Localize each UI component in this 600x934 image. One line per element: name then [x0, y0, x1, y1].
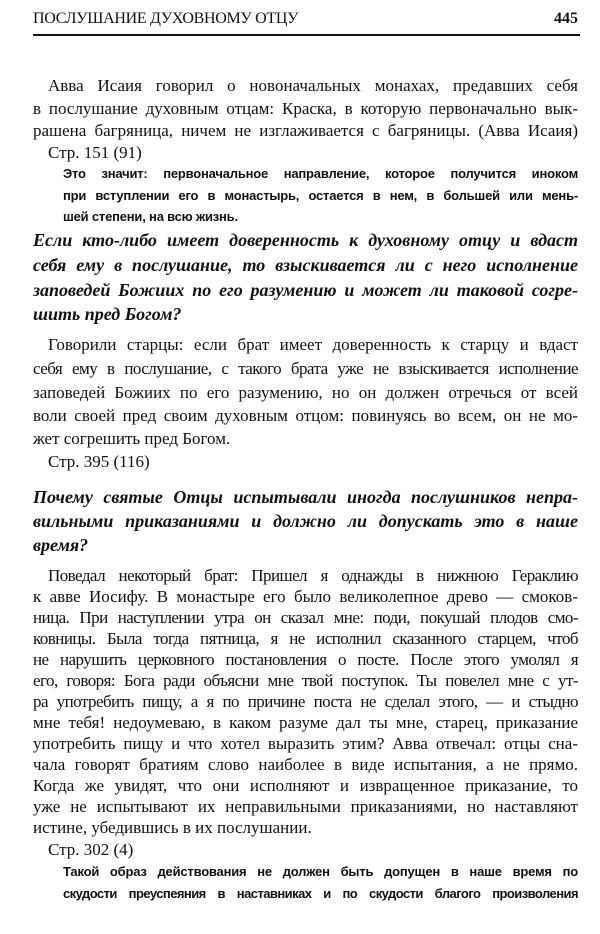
source-reference: Стр. 302 (4)	[48, 840, 134, 859]
text-line: в послушание духовным отцам: Краска, в которую первоначально вык-	[33, 99, 578, 118]
text-line: уже не испытывают их неправильными приказаниями, но наставляют	[33, 797, 578, 816]
text-line: воли своей пред своим духовным отцом: повинуясь во всем, он не мо-	[33, 406, 578, 425]
text-line: истине, убедившись в их послушании.	[33, 818, 312, 837]
text-line: не нарушить церковного постановления о посте. После этого умолял я	[33, 650, 578, 669]
text-line: его, говоря: Бога ради объясни мне твой поступок. Ты повелел мне с ут-	[33, 671, 578, 690]
text-line: рашена багряница, ничем не изглаживается с багряницы. (Авва Исаия)	[33, 121, 578, 140]
text-line: время?	[33, 535, 89, 555]
page-number: 445	[554, 10, 578, 27]
running-header-title: ПОСЛУШАНИЕ ДУХОВНОМУ ОТЦУ	[33, 10, 299, 27]
text-line: себя ему в послушание, с такого брата уже не взыскивается исполнение	[33, 359, 578, 378]
text-line: Такой образ действования не должен быть допущен в наше время по	[63, 864, 578, 879]
text-line: Если кто-либо имеет доверенность к духовному отцу и вдаст	[33, 230, 578, 250]
text-line: шить пред Богом?	[33, 304, 182, 324]
text-line: жет согрешить пред Богом.	[33, 429, 231, 448]
text-line: ница. При наступлении утра он сказал мне: поди, покушай плодов смо-	[33, 608, 578, 627]
text-line: при вступлении его в монастырь, остается в нем, в большей или мень-	[63, 188, 578, 203]
text-line: Авва Исаия говорил о новоначальных монахах, предавших себя	[48, 76, 578, 95]
text-line: ковницы. Была тогда пятница, я не исполнил сказанного старцем, чтоб	[33, 629, 578, 648]
text-line: вильными приказаниями и должно ли допускать это в наше	[33, 511, 578, 531]
text-line: заповедей Божиих по его разумению и может ли таковой согре-	[33, 280, 578, 300]
text-line: ра употребить пищу, а я по причине поста не сделал этого, — и стыдно	[33, 692, 578, 711]
text-line: себя ему в послушание, то взыскивается ли с него исполнение	[33, 255, 578, 275]
text-line: чала говорят братиям слово наиболее в виде испытания, а не прямо.	[33, 755, 578, 774]
text-line: скудости преуспеяния в наставниках и по скудости благого произволения	[63, 886, 578, 901]
text-line: заповедей Божиих по его разумению, но он должен отречься от всей	[33, 383, 578, 402]
text-line: Когда же увидят, что они исполняют и извращенное приказание, то	[33, 776, 578, 795]
text-line: шей степени, на всю жизнь.	[63, 209, 238, 224]
text-line: Почему святые Отцы испытывали иногда послушников непра-	[33, 487, 578, 507]
source-reference: Стр. 395 (116)	[48, 452, 150, 471]
text-line: Поведал некоторый брат: Пришел я однажды в нижнюю Гераклию	[48, 566, 578, 585]
text-line: к авве Иосифу. В монастыре его было великолепное древо — смоков-	[33, 587, 578, 606]
text-line: Это значит: первоначальное направление, которое получится иноком	[63, 166, 578, 181]
text-line: употребить пищу и что хотел выразить этим? Авва отвечал: отцы сна-	[33, 734, 578, 753]
text-line: мне тебя! недоумеваю, в каком разуме дал ты мне, старец, приказание	[33, 713, 578, 732]
source-reference: Стр. 151 (91)	[48, 143, 142, 162]
text-line: Говорили старцы: если брат имеет доверенность к старцу и вдаст	[48, 335, 578, 354]
header-rule	[33, 34, 580, 36]
